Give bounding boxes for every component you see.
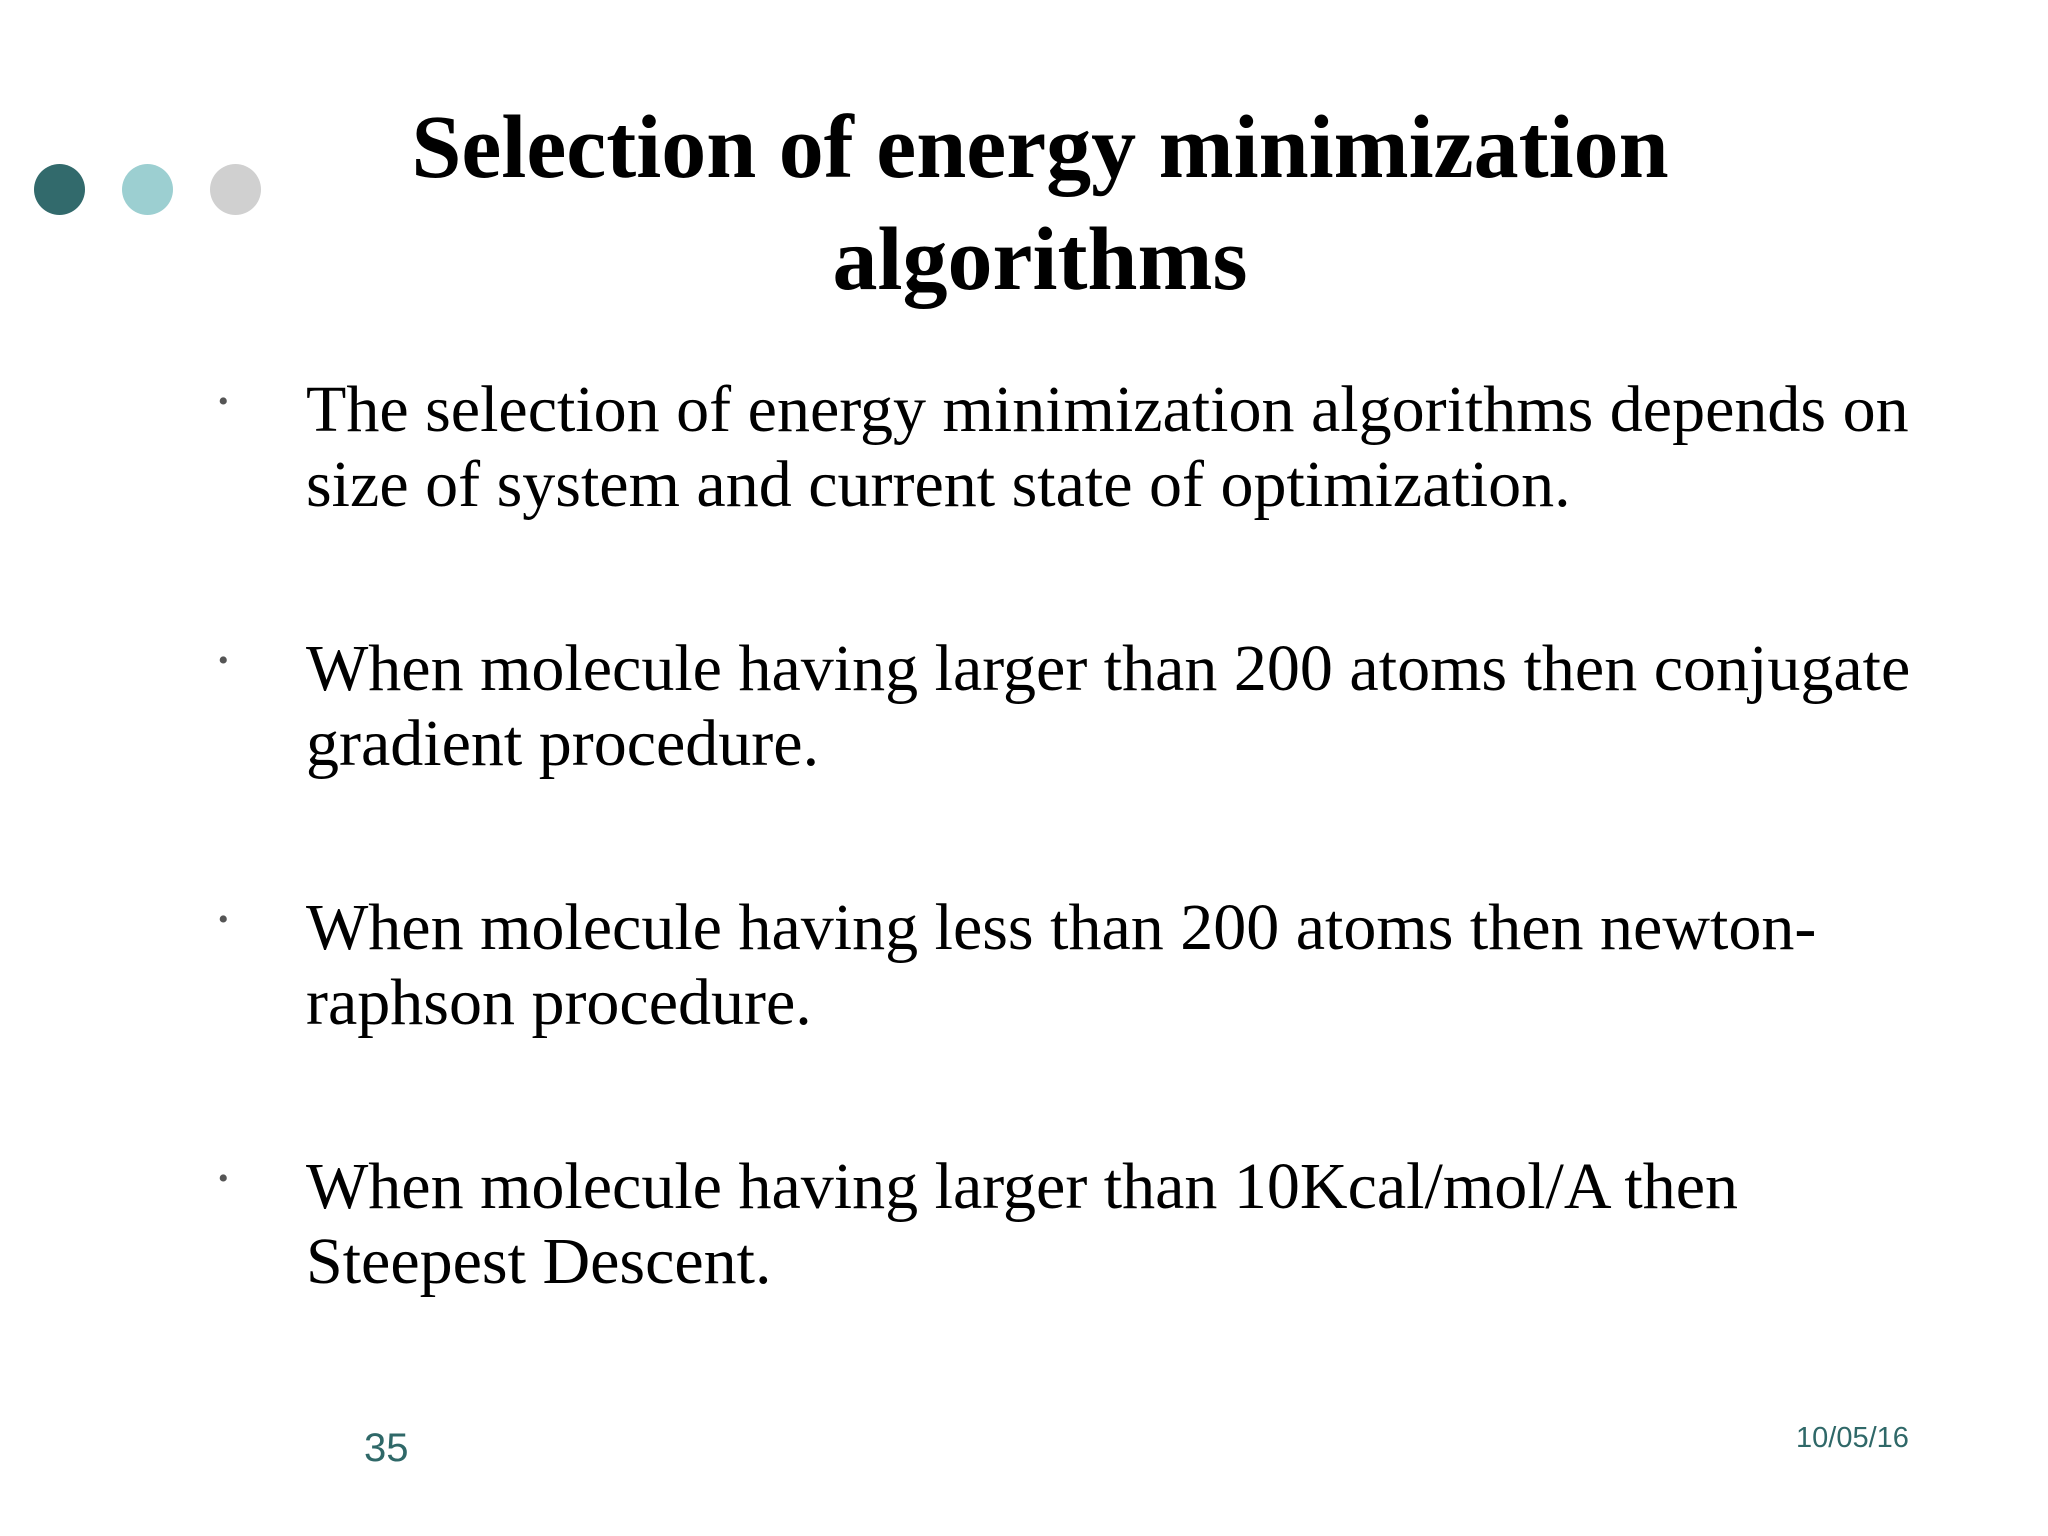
bullet-list (218, 372, 1918, 1299)
bullet-text: When molecule having larger than 200 atoms then conjugate gradient procedure. (306, 632, 1911, 780)
bullet-icon: • (218, 903, 229, 936)
page-number: 35 (364, 1426, 409, 1470)
grey-dot (210, 164, 261, 215)
bullet-text: When molecule having larger than 10Kcal/mol/A then Steepest Descent. (306, 1150, 1739, 1298)
bullet-text: When molecule having less than 200 atoms then newton-raphson procedure. (306, 891, 1817, 1039)
bullet-item (218, 890, 1918, 1040)
decorative-dots (34, 164, 261, 215)
bullet-item (218, 631, 1918, 781)
bullet-icon: • (218, 644, 229, 677)
bullet-icon: • (218, 385, 229, 418)
bullet-item (218, 1149, 1918, 1299)
slide-date: 10/05/16 (1796, 1422, 1909, 1454)
bullet-text: The selection of energy minimization algorithms depends on size of system and current state of optimization. (306, 373, 1909, 521)
bullet-icon: • (218, 1162, 229, 1195)
slide-title: Selection of energy minimization algorithms (411, 98, 1669, 309)
bullet-item (218, 372, 1918, 522)
dark-teal-dot (34, 164, 85, 215)
light-teal-dot (122, 164, 173, 215)
